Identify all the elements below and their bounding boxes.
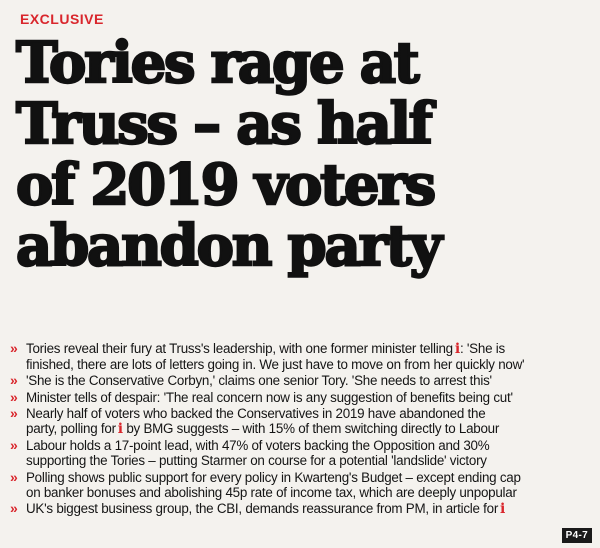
bullet-item bbox=[10, 373, 598, 388]
bullet-marker: » bbox=[10, 404, 16, 421]
bullet-marker: » bbox=[10, 388, 16, 405]
headline-line: Truss – as half bbox=[16, 91, 431, 157]
i-brand-logo: i bbox=[500, 501, 506, 518]
bullet-text: Nearly half of voters who backed the Conservatives in 2019 have abandoned the bbox=[26, 405, 486, 421]
headline-line: abandon party bbox=[16, 213, 440, 279]
bullet-text: Tories reveal their fury at Truss's leadership, with one former minister telling bbox=[26, 341, 453, 356]
bullet-text: finished, there are lots of letters going in. We just have to move on from her quickly now' bbox=[26, 357, 525, 373]
i-brand-logo: i bbox=[117, 421, 123, 438]
bullet-marker: » bbox=[10, 340, 16, 356]
bullet-marker: » bbox=[10, 500, 16, 517]
bullet-item bbox=[10, 406, 598, 437]
kicker-label: EXCLUSIVE bbox=[20, 11, 104, 27]
bullet-item bbox=[10, 390, 598, 405]
bullet-marker: » bbox=[10, 372, 16, 389]
headline-line: Tories rage at bbox=[16, 30, 418, 96]
bullet-text: by BMG suggests – with 15% of them switching directly to Labour bbox=[122, 421, 500, 437]
bullet-text: party, polling for bbox=[26, 421, 116, 437]
bullet-item bbox=[10, 341, 598, 372]
bullet-text: : 'She is bbox=[459, 341, 505, 356]
bullet-text: Labour holds a 17-point lead, with 47% of voters backing the Opposition and 30% bbox=[26, 438, 490, 454]
headline-line: of 2019 voters bbox=[16, 152, 434, 218]
bullet-text: on banker bonuses and abolishing 45p rate of income tax, which are deeply unpopular bbox=[26, 484, 517, 500]
bullet-marker: » bbox=[10, 437, 16, 454]
bullet-text: Minister tells of despair: 'The real concern now is any suggestion of benefits being cut' bbox=[26, 389, 513, 405]
bullet-list bbox=[10, 341, 598, 518]
bullet-item bbox=[10, 438, 598, 468]
bullet-text: 'She is the Conservative Corbyn,' claims one senior Tory. 'She needs to arrest this' bbox=[26, 373, 492, 389]
bullet-marker: » bbox=[10, 468, 16, 485]
bullet-text: supporting the Tories – putting Starmer on course for a potential 'landslide' victory bbox=[26, 453, 487, 469]
bullet-text: Polling shows public support for every policy in Kwarteng's Budget – except ending cap bbox=[26, 469, 521, 485]
bullet-text: UK's biggest business group, the CBI, demands reassurance from PM, in article for bbox=[26, 501, 499, 517]
headline bbox=[16, 30, 596, 279]
bullet-item bbox=[10, 501, 598, 517]
bullet-item bbox=[10, 470, 598, 500]
page-reference-badge: P4-7 bbox=[562, 528, 592, 543]
i-brand-logo: i bbox=[454, 341, 460, 357]
